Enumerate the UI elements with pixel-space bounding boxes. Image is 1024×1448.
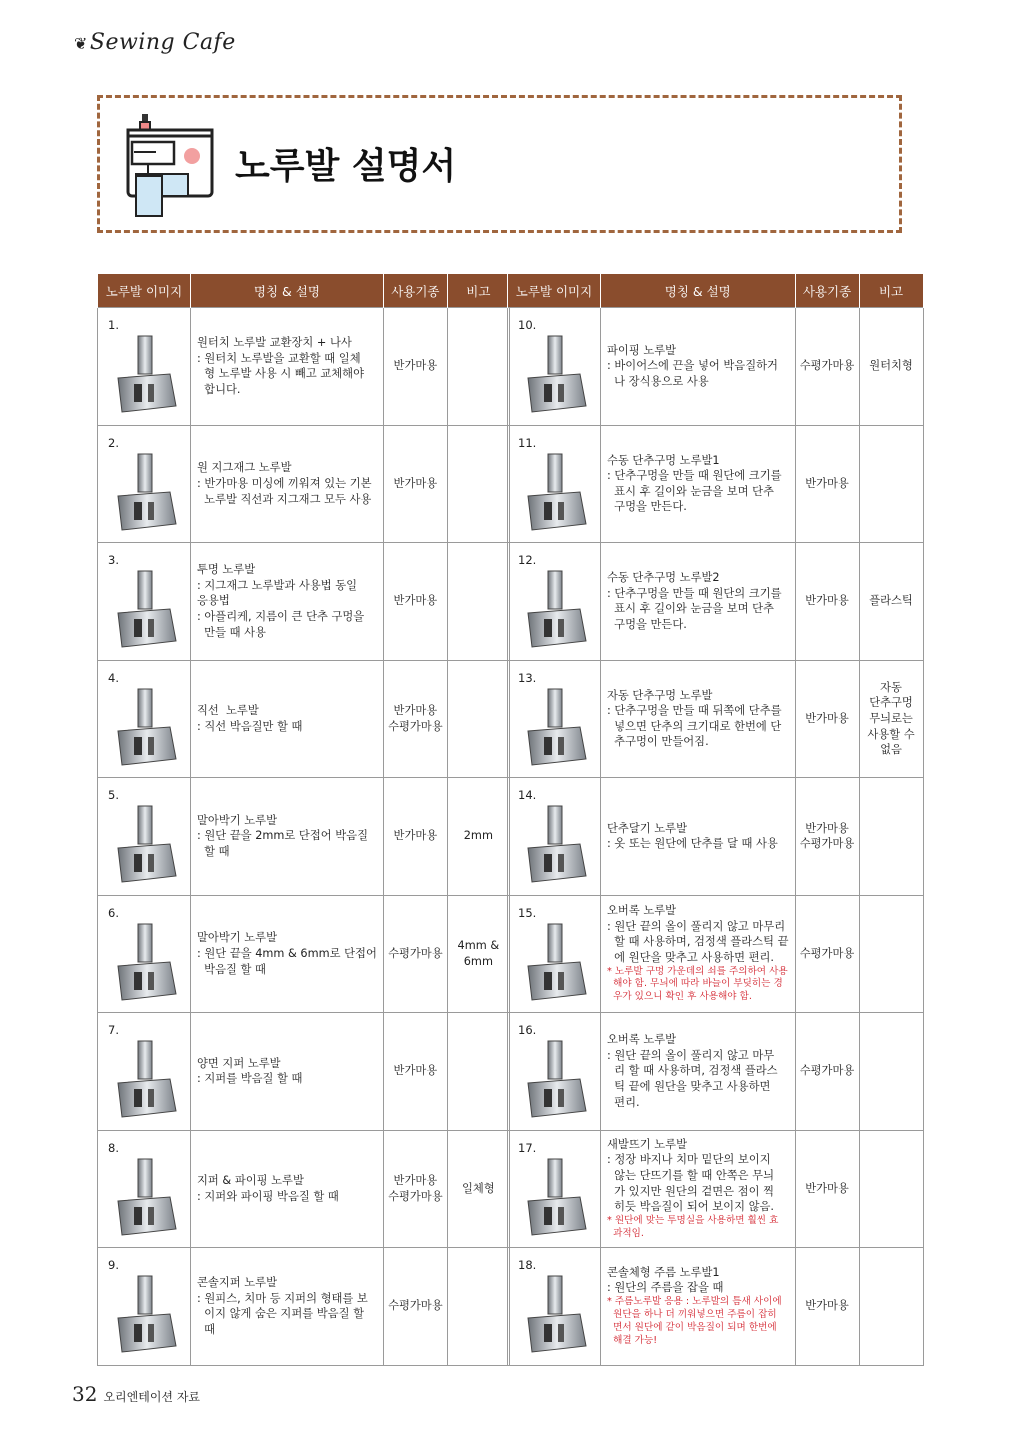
machine-type: 반가마용 bbox=[393, 704, 438, 718]
desc-line: : 원단 끝의 올이 풀리지 않고 마무 bbox=[607, 1048, 775, 1062]
machine-type-cell bbox=[795, 660, 859, 778]
remark-cell bbox=[859, 1130, 923, 1248]
machine-type-cell bbox=[383, 425, 447, 543]
desc-line: 원 지그재그 노루발 bbox=[197, 461, 292, 475]
item-number: 12. bbox=[518, 553, 537, 567]
desc-line: 넣으면 단추의 크기대로 한번에 단 bbox=[607, 719, 782, 733]
foot-image-cell bbox=[98, 778, 191, 896]
desc-line: 에 원단을 맞추고 사용하면 편리. bbox=[607, 950, 775, 964]
col-remark: 비고 bbox=[447, 274, 509, 308]
remark-text: 무늬로는 bbox=[869, 711, 913, 725]
desc-line: : 지그재그 노루발과 사용법 동일 bbox=[197, 578, 358, 592]
presser-foot-image bbox=[108, 444, 183, 539]
remark-cell bbox=[859, 660, 923, 778]
desc-line: : 직선 박음질만 할 때 bbox=[197, 719, 303, 733]
foot-image-cell bbox=[508, 660, 601, 778]
remark-cell bbox=[859, 895, 923, 1013]
remark-cell bbox=[859, 425, 923, 543]
foot-image-cell bbox=[508, 895, 601, 1013]
table-header bbox=[508, 274, 924, 308]
foot-image-cell bbox=[508, 425, 601, 543]
desc-line: 말아박기 노루발 bbox=[197, 931, 277, 945]
machine-type-cell bbox=[383, 660, 447, 778]
col-description: 명칭 & 설명 bbox=[601, 274, 796, 308]
desc-line: : 원단의 주름을 잡을 때 bbox=[607, 1281, 724, 1295]
presser-foot-image bbox=[518, 796, 593, 891]
desc-line: 새발뜨기 노루발 bbox=[607, 1137, 687, 1151]
table-row bbox=[508, 895, 924, 1013]
machine-type: 반가마용 bbox=[393, 1064, 438, 1078]
desc-line: 할 때 사용하며, 검정색 플라스틱 끝 bbox=[607, 935, 789, 949]
item-number: 14. bbox=[518, 788, 537, 802]
table-row bbox=[98, 1248, 510, 1366]
table-row bbox=[98, 895, 510, 1013]
machine-type: 반가마용 bbox=[393, 829, 438, 843]
presser-foot-image bbox=[518, 326, 593, 421]
item-number: 2. bbox=[108, 435, 119, 450]
machine-type: 반가마용 bbox=[805, 594, 849, 608]
desc-line: 표시 후 길이와 눈금을 보며 단추 bbox=[607, 602, 775, 616]
desc-line: : 단추구멍을 만들 때 원단에 크기를 bbox=[607, 469, 782, 483]
machine-type: 반가마용 bbox=[805, 476, 849, 490]
foot-description bbox=[601, 1248, 796, 1366]
foot-image-cell bbox=[98, 1013, 191, 1131]
remark-cell bbox=[447, 1130, 509, 1248]
desc-line: : 정장 바지나 치마 밑단의 보이지 bbox=[607, 1153, 771, 1167]
title-box bbox=[97, 95, 902, 233]
foot-image-cell bbox=[508, 778, 601, 896]
item-number: 10. bbox=[518, 318, 537, 332]
table-row bbox=[508, 660, 924, 778]
brand-text: Sewing Cafe bbox=[89, 30, 236, 55]
desc-line: : 단추구멍을 만들 때 원단의 크기를 bbox=[607, 586, 782, 600]
machine-type: 수평가마용 bbox=[799, 946, 855, 960]
foot-image-cell bbox=[98, 660, 191, 778]
remark-text: 6mm bbox=[463, 954, 493, 968]
desc-line: : 원단 끝을 4mm & 6mm로 단접어 bbox=[197, 946, 377, 960]
desc-line: 박음질 할 때 bbox=[197, 962, 266, 976]
desc-line: 수동 단추구멍 노루발1 bbox=[607, 453, 720, 467]
desc-line: 투명 노루발 bbox=[197, 563, 256, 577]
remark-cell bbox=[859, 1248, 923, 1366]
col-machine: 사용기종 bbox=[795, 274, 859, 308]
presser-foot-image bbox=[518, 1031, 593, 1126]
desc-line: 히듯 박음질이 되어 보이지 않음. bbox=[607, 1200, 775, 1214]
presser-foot-image bbox=[108, 561, 183, 656]
remark-text: 플라스틱 bbox=[869, 594, 913, 608]
item-number: 17. bbox=[518, 1140, 537, 1155]
table-row bbox=[508, 543, 924, 661]
item-number: 5. bbox=[108, 788, 119, 802]
foot-image-cell bbox=[98, 308, 191, 426]
page-number: 32 bbox=[72, 1382, 98, 1406]
desc-line: 때 bbox=[197, 1322, 216, 1336]
presser-foot-image bbox=[108, 1266, 183, 1361]
desc-line: 나 장식용으로 사용 bbox=[607, 375, 709, 389]
col-machine: 사용기종 bbox=[383, 274, 447, 308]
remark-text: 없음 bbox=[880, 743, 902, 757]
col-image: 노루발 이미지 bbox=[508, 274, 601, 308]
machine-type-cell bbox=[795, 308, 859, 426]
machine-type: 반가마용 bbox=[805, 711, 849, 725]
foot-image-cell bbox=[508, 543, 601, 661]
desc-line: 오버록 노루발 bbox=[607, 904, 677, 918]
foot-description bbox=[191, 1013, 384, 1131]
caution-note-line: 우가 있으니 확인 후 사용해야 함. bbox=[607, 991, 752, 1003]
foot-description bbox=[191, 1248, 384, 1366]
machine-type-cell bbox=[795, 1248, 859, 1366]
desc-line: 구멍을 만든다. bbox=[607, 617, 687, 631]
remark-cell bbox=[859, 543, 923, 661]
machine-type: 반가마용 bbox=[393, 476, 438, 490]
desc-line: 표시 후 길이와 눈금을 보며 단추 bbox=[607, 484, 775, 498]
machine-type-cell bbox=[795, 543, 859, 661]
machine-type: 반가마용 bbox=[805, 1299, 849, 1313]
remark-cell bbox=[447, 425, 509, 543]
remark-cell bbox=[447, 895, 509, 1013]
remark-text: 자동 bbox=[880, 680, 902, 694]
leaf-icon: ❦ bbox=[74, 34, 88, 53]
desc-line: 않는 단뜨기를 할 때 안쪽은 무늬 bbox=[607, 1169, 775, 1183]
foot-description bbox=[191, 308, 384, 426]
machine-type-cell bbox=[383, 543, 447, 661]
desc-line: 파이핑 노루발 bbox=[607, 343, 677, 357]
foot-description bbox=[191, 895, 384, 1013]
desc-line: 구멍을 만든다. bbox=[607, 500, 687, 514]
brand-logo bbox=[74, 30, 236, 55]
remark-cell bbox=[447, 543, 509, 661]
desc-line: 콘솔체형 주름 노루발1 bbox=[607, 1265, 720, 1279]
desc-line: 만들 때 사용 bbox=[197, 625, 266, 639]
remark-text: 사용할 수 bbox=[867, 727, 915, 741]
desc-line: 추구멍이 만들어짐. bbox=[607, 735, 709, 749]
foot-description bbox=[601, 1013, 796, 1131]
desc-line: : 단추구멍을 만들 때 뒤쪽에 단추를 bbox=[607, 704, 782, 718]
machine-type-cell bbox=[383, 778, 447, 896]
desc-line: 원터치 노루발 교환장치 + 나사 bbox=[197, 336, 352, 350]
desc-line: 편리. bbox=[607, 1095, 640, 1109]
desc-line: 할 때 bbox=[197, 845, 230, 859]
machine-type-cell bbox=[383, 1248, 447, 1366]
desc-line: 형 노루발 사용 시 빼고 교체해야 bbox=[197, 367, 365, 381]
foot-table-left bbox=[97, 273, 510, 1366]
foot-table-right bbox=[507, 273, 924, 1366]
desc-line: 리 할 때 사용하며, 검정색 플라스 bbox=[607, 1064, 778, 1078]
presser-foot-image bbox=[108, 914, 183, 1009]
desc-line: : 옷 또는 원단에 단추를 달 때 사용 bbox=[607, 837, 778, 851]
presser-foot-image bbox=[108, 326, 183, 421]
item-number: 18. bbox=[518, 1258, 537, 1272]
table-row bbox=[508, 778, 924, 896]
table-row bbox=[98, 425, 510, 543]
item-number: 13. bbox=[518, 670, 537, 685]
desc-line: : 지퍼를 박음질 할 때 bbox=[197, 1072, 303, 1086]
foot-description bbox=[601, 308, 796, 426]
desc-line: 지퍼 & 파이핑 노루발 bbox=[197, 1174, 304, 1188]
foot-description bbox=[191, 543, 384, 661]
foot-description bbox=[191, 660, 384, 778]
machine-type-cell bbox=[795, 1130, 859, 1248]
remark-cell bbox=[447, 1013, 509, 1131]
foot-image-cell bbox=[508, 1013, 601, 1131]
foot-description bbox=[601, 543, 796, 661]
foot-description bbox=[191, 1130, 384, 1248]
machine-type-cell bbox=[795, 895, 859, 1013]
foot-description bbox=[601, 778, 796, 896]
foot-image-cell bbox=[98, 1130, 191, 1248]
item-number: 3. bbox=[108, 553, 119, 567]
remark-text: 4mm & bbox=[457, 939, 500, 953]
desc-line: 수동 단추구멍 노루발2 bbox=[607, 571, 720, 585]
desc-line: : 지퍼와 파이핑 박음질 할 때 bbox=[197, 1189, 339, 1203]
remark-cell bbox=[447, 778, 509, 896]
caution-note-line: 해야 함. 무늬에 따라 바늘이 부딪히는 경 bbox=[607, 978, 783, 990]
desc-line: 양면 지퍼 노루발 bbox=[197, 1056, 281, 1070]
caution-note-line: * 노루발 구멍 가운데의 쇠를 주의하여 사용 bbox=[607, 965, 788, 977]
machine-type: 반가마용 bbox=[805, 1181, 849, 1195]
desc-line: 응용법 bbox=[197, 594, 230, 608]
machine-type-cell bbox=[795, 425, 859, 543]
desc-line: 단추달기 노루발 bbox=[607, 821, 687, 835]
foot-image-cell bbox=[508, 1130, 601, 1248]
foot-image-cell bbox=[98, 1248, 191, 1366]
footer-label: 오리엔테이션 자료 bbox=[103, 1390, 201, 1404]
remark-text: 일체형 bbox=[461, 1181, 495, 1195]
remark-cell bbox=[859, 308, 923, 426]
machine-type-cell bbox=[383, 1013, 447, 1131]
caution-note-line: 면서 원단에 같이 박음질이 되며 한번에 bbox=[607, 1321, 777, 1333]
machine-type: 수평가마용 bbox=[799, 837, 855, 851]
caution-note-line: * 주름노루발 응용 : 노루발의 틈새 사이에 bbox=[607, 1295, 782, 1307]
machine-type: 반가마용 bbox=[805, 821, 849, 835]
table-row bbox=[508, 308, 924, 426]
presser-foot-image bbox=[108, 1031, 183, 1126]
remark-cell bbox=[447, 308, 509, 426]
footer bbox=[72, 1382, 200, 1406]
machine-type-cell bbox=[795, 778, 859, 896]
presser-foot-image bbox=[108, 796, 183, 891]
table-row bbox=[98, 660, 510, 778]
desc-line: : 원피스, 치마 등 지퍼의 형태를 보 bbox=[197, 1291, 368, 1305]
presser-foot-image bbox=[108, 1149, 183, 1244]
foot-description bbox=[191, 778, 384, 896]
item-number: 1. bbox=[108, 318, 119, 332]
foot-image-cell bbox=[508, 1248, 601, 1366]
machine-type: 수평가마용 bbox=[799, 1064, 855, 1078]
caution-note-line: 원단을 하나 더 끼워넣으면 주름이 잡히 bbox=[607, 1308, 777, 1320]
machine-type: 수평가마용 bbox=[388, 719, 443, 733]
caution-note-line: 과적임. bbox=[607, 1227, 644, 1239]
table-row bbox=[98, 778, 510, 896]
desc-line: : 바이어스에 끈을 넣어 박음질하거 bbox=[607, 359, 778, 373]
desc-line: 가 있지만 원단의 겉면은 점이 찍 bbox=[607, 1184, 775, 1198]
machine-type: 수평가마용 bbox=[388, 946, 443, 960]
desc-line: 틱 끝에 원단을 맞추고 사용하면 bbox=[607, 1080, 771, 1094]
machine-type: 수평가마용 bbox=[799, 359, 855, 373]
table-row bbox=[98, 543, 510, 661]
foot-description bbox=[601, 1130, 796, 1248]
presser-foot-image bbox=[518, 679, 593, 774]
presser-foot-image bbox=[518, 561, 593, 656]
desc-line: 이지 않게 숨은 지퍼를 박음질 할 bbox=[197, 1307, 365, 1321]
machine-type-cell bbox=[383, 308, 447, 426]
col-remark: 비고 bbox=[859, 274, 923, 308]
machine-type: 수평가마용 bbox=[388, 1189, 443, 1203]
foot-image-cell bbox=[98, 895, 191, 1013]
item-number: 9. bbox=[108, 1258, 119, 1272]
presser-foot-image bbox=[108, 679, 183, 774]
presser-foot-image bbox=[518, 1266, 593, 1361]
foot-image-cell bbox=[98, 425, 191, 543]
item-number: 4. bbox=[108, 670, 119, 685]
remark-cell bbox=[447, 660, 509, 778]
remark-text: 원터치형 bbox=[869, 359, 913, 373]
caution-note-line: * 원단에 맞는 투명실을 사용하면 훨씬 효 bbox=[607, 1214, 779, 1226]
desc-line: 말아박기 노루발 bbox=[197, 813, 277, 827]
desc-line: : 아플리케, 지름이 큰 단추 구멍을 bbox=[197, 610, 365, 624]
table-row bbox=[508, 1248, 924, 1366]
presser-foot-image bbox=[518, 914, 593, 1009]
item-number: 16. bbox=[518, 1023, 537, 1037]
item-number: 7. bbox=[108, 1023, 119, 1037]
desc-line: 노루발 직선과 지그재그 모두 사용 bbox=[197, 492, 372, 506]
page-title: 노루발 설명서 bbox=[235, 146, 457, 187]
col-description: 명칭 & 설명 bbox=[191, 274, 384, 308]
desc-line: : 원터치 노루발을 교환할 때 일체 bbox=[197, 351, 361, 365]
item-number: 8. bbox=[108, 1140, 119, 1155]
foot-description bbox=[601, 660, 796, 778]
desc-line: 콘솔지퍼 노루발 bbox=[197, 1276, 277, 1290]
machine-type-cell bbox=[383, 895, 447, 1013]
remark-cell bbox=[859, 778, 923, 896]
table-row bbox=[508, 425, 924, 543]
machine-type: 반가마용 bbox=[393, 594, 438, 608]
table-header bbox=[98, 274, 510, 308]
desc-line: 자동 단추구멍 노루발 bbox=[607, 688, 713, 702]
table-row bbox=[98, 1013, 510, 1131]
remark-cell bbox=[859, 1013, 923, 1131]
machine-type-cell bbox=[795, 1013, 859, 1131]
desc-line: 합니다. bbox=[197, 382, 241, 396]
table-row bbox=[98, 308, 510, 426]
desc-line: 오버록 노루발 bbox=[607, 1033, 677, 1047]
desc-line: : 반가마용 미싱에 끼워져 있는 기본 bbox=[197, 476, 372, 490]
item-number: 11. bbox=[518, 435, 537, 450]
table-row bbox=[508, 1013, 924, 1131]
machine-type-cell bbox=[383, 1130, 447, 1248]
foot-image-cell bbox=[98, 543, 191, 661]
presser-foot-image bbox=[518, 1149, 593, 1244]
caution-note-line: 해결 가능! bbox=[607, 1334, 658, 1346]
presser-foot-image bbox=[518, 444, 593, 539]
remark-text: 2mm bbox=[463, 829, 493, 843]
machine-type: 수평가마용 bbox=[388, 1299, 443, 1313]
machine-type: 반가마용 bbox=[393, 1174, 438, 1188]
remark-text: 단추구멍 bbox=[869, 696, 913, 710]
item-number: 6. bbox=[108, 905, 119, 920]
foot-description bbox=[601, 425, 796, 543]
table-row bbox=[508, 1130, 924, 1248]
desc-line: : 원단 끝의 올이 풀리지 않고 마무리 bbox=[607, 919, 786, 933]
machine-type: 반가마용 bbox=[393, 359, 438, 373]
remark-cell bbox=[447, 1248, 509, 1366]
desc-line: : 원단 끝을 2mm로 단접어 박음질 bbox=[197, 829, 368, 843]
foot-description bbox=[601, 895, 796, 1013]
item-number: 15. bbox=[518, 905, 537, 920]
sewing-machine-icon bbox=[126, 108, 216, 218]
foot-image-cell bbox=[508, 308, 601, 426]
foot-description bbox=[191, 425, 384, 543]
table-row bbox=[98, 1130, 510, 1248]
col-image: 노루발 이미지 bbox=[98, 274, 191, 308]
desc-line: 직선 노루발 bbox=[197, 704, 259, 718]
